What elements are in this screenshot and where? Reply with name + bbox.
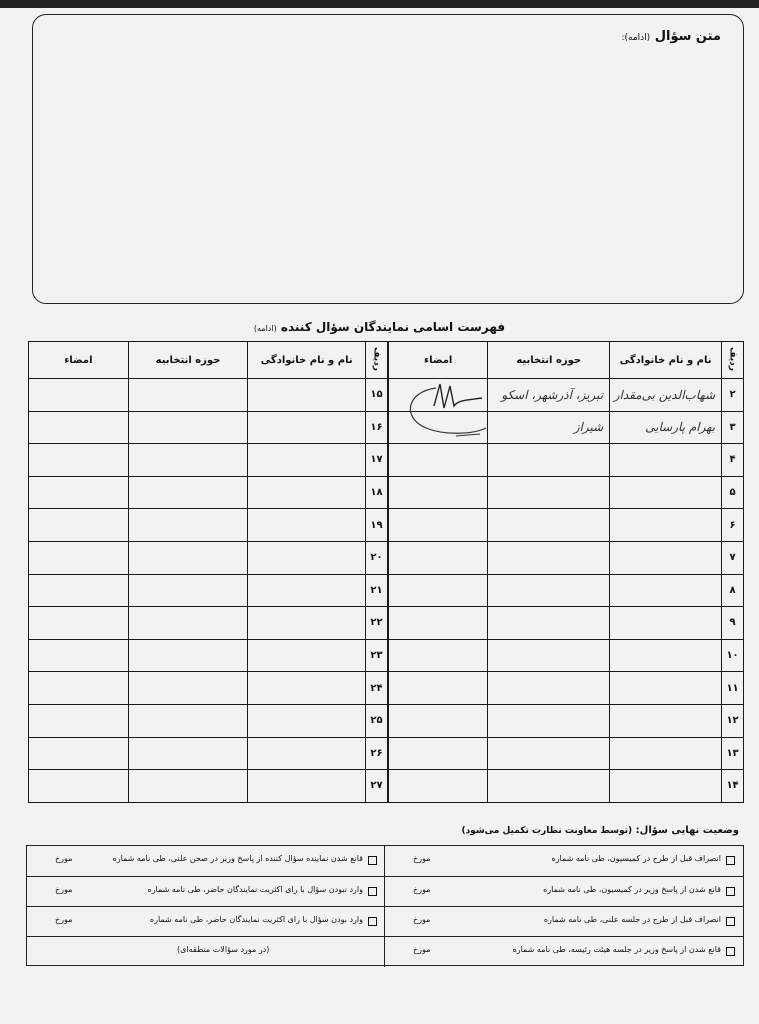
signature-cell[interactable]	[29, 639, 129, 672]
list-title-text: فهرست اسامی نمایندگان سؤال کننده	[280, 320, 506, 334]
row-number: ۱۱	[722, 672, 744, 705]
district-cell[interactable]	[128, 770, 248, 803]
handwritten-name: بهرام پارسایی	[645, 420, 716, 435]
table-row	[29, 639, 388, 672]
handwritten-name	[715, 583, 721, 597]
handwritten-district	[603, 779, 609, 793]
table-row	[389, 476, 744, 509]
district-cell[interactable]	[128, 574, 248, 607]
handwritten-name	[715, 746, 721, 760]
question-box-title	[621, 29, 721, 44]
row-number: ۲۶	[366, 737, 388, 770]
status-option	[27, 907, 385, 937]
row-number: ۱۰	[722, 639, 744, 672]
name-cell[interactable]	[248, 444, 366, 477]
district-cell[interactable]	[488, 411, 610, 444]
table-header-row	[389, 342, 744, 379]
date-label: مورخ	[413, 854, 431, 863]
row-number: ۲	[722, 379, 744, 412]
date-label: مورخ	[413, 885, 431, 894]
name-cell[interactable]	[610, 379, 722, 412]
table-row	[29, 509, 388, 542]
row-number: ۸	[722, 574, 744, 607]
name-cell[interactable]	[610, 672, 722, 705]
status-option	[384, 877, 743, 907]
district-cell[interactable]	[488, 541, 610, 574]
district-cell[interactable]	[128, 509, 248, 542]
district-cell[interactable]	[488, 509, 610, 542]
district-header: حوزه انتخابیه	[128, 342, 248, 379]
district-cell[interactable]	[488, 476, 610, 509]
status-row	[27, 846, 743, 876]
district-header: حوزه انتخابیه	[488, 342, 610, 379]
table-row	[29, 672, 388, 705]
status-option-label: انصراف قبل از طرح در جلسه علنی، طی نامه شماره	[543, 915, 721, 924]
status-checkbox[interactable]	[726, 947, 735, 956]
handwritten-district	[603, 551, 609, 565]
district-cell[interactable]	[488, 639, 610, 672]
signature-cell[interactable]	[29, 509, 129, 542]
district-cell[interactable]	[488, 444, 610, 477]
name-cell[interactable]	[248, 672, 366, 705]
regional-question-note: (در مورد سؤالات منطقه‌ای)	[177, 945, 270, 954]
left-signers-table	[28, 341, 388, 803]
name-cell[interactable]	[248, 411, 366, 444]
row-number: ۱۹	[366, 509, 388, 542]
name-cell[interactable]	[248, 770, 366, 803]
signature-cell[interactable]	[29, 574, 129, 607]
table-row	[29, 541, 388, 574]
status-option-label: قانع شدن از پاسخ وزیر در جلسه هیئت رئیسه، طی نامه شماره	[512, 945, 721, 954]
row-number: ۱۳	[722, 737, 744, 770]
scan-top-edge	[0, 0, 759, 8]
row-number: ۱۵	[366, 379, 388, 412]
signature-cell[interactable]	[389, 476, 488, 509]
status-option	[27, 877, 385, 907]
table-row	[29, 379, 388, 412]
district-cell[interactable]	[128, 737, 248, 770]
status-checkbox[interactable]	[368, 917, 377, 926]
name-cell[interactable]	[610, 444, 722, 477]
district-cell[interactable]	[128, 411, 248, 444]
signature-cell[interactable]	[389, 737, 488, 770]
row-number: ۱۶	[366, 411, 388, 444]
district-cell[interactable]	[488, 379, 610, 412]
row-header-text: ردیف	[727, 346, 738, 371]
signature-header: امضاء	[29, 342, 129, 379]
table-row	[389, 574, 744, 607]
table-row	[389, 770, 744, 803]
handwritten-name	[715, 551, 721, 565]
district-cell[interactable]	[488, 607, 610, 640]
name-cell[interactable]	[610, 737, 722, 770]
signature-cell[interactable]	[29, 737, 129, 770]
row-number: ۱۴	[722, 770, 744, 803]
handwritten-name	[715, 518, 721, 532]
date-label: مورخ	[55, 915, 73, 924]
handwritten-district	[603, 681, 609, 695]
district-cell[interactable]	[128, 607, 248, 640]
handwritten-district: شیراز	[573, 420, 604, 435]
handwritten-signature-icon	[396, 378, 496, 444]
signature-cell[interactable]	[29, 770, 129, 803]
handwritten-district: تبریز، آذرشهر، اسکو	[501, 387, 604, 402]
status-row	[27, 906, 743, 937]
status-option-label: انصراف قبل از طرح در کمیسیون، طی نامه شماره	[551, 854, 721, 863]
handwritten-name	[715, 453, 721, 467]
row-number: ۳	[722, 411, 744, 444]
final-status-box	[26, 845, 744, 966]
table-row	[389, 737, 744, 770]
status-title-note: (توسط معاونت نظارت تکمیل می‌شود)	[461, 826, 633, 836]
handwritten-name	[715, 616, 721, 630]
name-cell[interactable]	[248, 607, 366, 640]
row-number: ۲۴	[366, 672, 388, 705]
district-cell[interactable]	[488, 574, 610, 607]
status-option	[384, 937, 743, 967]
district-cell[interactable]	[128, 541, 248, 574]
date-label: مورخ	[413, 915, 431, 924]
signature-cell[interactable]	[389, 541, 488, 574]
row-number-header	[722, 342, 744, 379]
name-header: نام و نام خانوادگی	[248, 342, 366, 379]
row-number: ۹	[722, 607, 744, 640]
table-row	[29, 574, 388, 607]
table-row	[389, 639, 744, 672]
table-header-row	[29, 342, 388, 379]
name-cell[interactable]	[610, 607, 722, 640]
name-cell[interactable]	[248, 509, 366, 542]
row-number: ۲۷	[366, 770, 388, 803]
table-row	[389, 607, 744, 640]
signature-cell[interactable]	[29, 704, 129, 737]
table-row	[29, 737, 388, 770]
signature-cell[interactable]	[29, 379, 129, 412]
status-checkbox[interactable]	[726, 856, 735, 865]
row-number: ۲۰	[366, 541, 388, 574]
signature-cell[interactable]	[29, 411, 129, 444]
table-row	[29, 444, 388, 477]
signature-cell[interactable]	[389, 704, 488, 737]
district-cell[interactable]	[128, 704, 248, 737]
handwritten-name: شهاب‌الدین بی‌مقدار	[613, 387, 716, 402]
name-cell[interactable]	[248, 737, 366, 770]
table-row	[389, 444, 744, 477]
status-option-label: وارد نبودن سؤال با رای اکثریت نمایندگان حاضر، طی نامه شماره	[147, 885, 363, 894]
status-option	[384, 846, 743, 876]
handwritten-name	[715, 681, 721, 695]
district-cell[interactable]	[128, 672, 248, 705]
row-number: ۵	[722, 476, 744, 509]
table-row	[29, 476, 388, 509]
district-cell[interactable]	[128, 639, 248, 672]
row-number: ۴	[722, 444, 744, 477]
district-cell[interactable]	[128, 444, 248, 477]
row-number: ۲۵	[366, 704, 388, 737]
handwritten-name	[715, 486, 721, 500]
name-cell[interactable]	[610, 704, 722, 737]
handwritten-district	[603, 746, 609, 760]
district-cell[interactable]	[128, 379, 248, 412]
table-row	[29, 770, 388, 803]
signature-cell[interactable]	[29, 541, 129, 574]
final-status-title	[461, 825, 739, 836]
signature-cell[interactable]	[29, 444, 129, 477]
status-row	[27, 936, 743, 967]
table-row	[389, 541, 744, 574]
status-option	[384, 907, 743, 937]
handwritten-district	[603, 616, 609, 630]
name-cell[interactable]	[248, 541, 366, 574]
status-note-area	[27, 937, 385, 967]
table-row	[29, 411, 388, 444]
name-cell[interactable]	[610, 541, 722, 574]
status-option	[27, 846, 385, 876]
name-cell[interactable]	[248, 704, 366, 737]
signature-header: امضاء	[389, 342, 488, 379]
signature-cell[interactable]	[29, 476, 129, 509]
status-title-text: وضعیت نهایی سؤال:	[635, 825, 739, 836]
name-cell[interactable]	[610, 770, 722, 803]
name-cell[interactable]	[610, 509, 722, 542]
name-cell[interactable]	[610, 639, 722, 672]
row-number: ۱۷	[366, 444, 388, 477]
status-option-label: قانع شدن نماینده سؤال کننده از پاسخ وزیر در صحن علنی، طی نامه شماره	[112, 854, 363, 863]
question-title-text: متن سؤال	[654, 29, 721, 44]
handwritten-district	[603, 649, 609, 663]
table-row	[389, 704, 744, 737]
name-cell[interactable]	[610, 574, 722, 607]
date-label: مورخ	[55, 854, 73, 863]
status-checkbox[interactable]	[368, 887, 377, 896]
district-cell[interactable]	[488, 737, 610, 770]
signature-cell[interactable]	[389, 574, 488, 607]
signature-cell[interactable]	[389, 607, 488, 640]
district-cell[interactable]	[488, 770, 610, 803]
row-number: ۱۲	[722, 704, 744, 737]
table-row	[389, 509, 744, 542]
row-number: ۷	[722, 541, 744, 574]
signature-cell[interactable]	[389, 509, 488, 542]
name-cell[interactable]	[248, 476, 366, 509]
table-row	[389, 672, 744, 705]
status-checkbox[interactable]	[726, 887, 735, 896]
name-cell[interactable]	[248, 574, 366, 607]
handwritten-district	[603, 486, 609, 500]
handwritten-district	[603, 518, 609, 532]
handwritten-district	[603, 583, 609, 597]
row-number: ۱۸	[366, 476, 388, 509]
row-number-header	[366, 342, 388, 379]
table-row	[29, 607, 388, 640]
handwritten-district	[603, 453, 609, 467]
status-row	[27, 876, 743, 907]
representatives-list-title	[0, 320, 759, 334]
date-label: مورخ	[413, 945, 431, 954]
status-option-label: قانع شدن از پاسخ وزیر در کمیسیون، طی نامه شماره	[543, 885, 721, 894]
name-header: نام و نام خانوادگی	[610, 342, 722, 379]
row-number: ۲۲	[366, 607, 388, 640]
signature-cell[interactable]	[389, 672, 488, 705]
question-text-box[interactable]	[32, 14, 744, 304]
handwritten-name	[715, 649, 721, 663]
status-option-label: وارد بودن سؤال با رای اکثریت نمایندگان حاضر، طی نامه شماره	[149, 915, 363, 924]
signature-cell[interactable]	[389, 639, 488, 672]
handwritten-district	[603, 714, 609, 728]
date-label: مورخ	[55, 885, 73, 894]
list-title-note: (ادامه)	[253, 324, 277, 333]
name-cell[interactable]	[610, 411, 722, 444]
question-title-note: (ادامه):	[621, 33, 651, 43]
status-checkbox[interactable]	[726, 917, 735, 926]
status-checkbox[interactable]	[368, 856, 377, 865]
district-cell[interactable]	[488, 704, 610, 737]
district-cell[interactable]	[128, 476, 248, 509]
name-cell[interactable]	[248, 379, 366, 412]
name-cell[interactable]	[248, 639, 366, 672]
signature-cell[interactable]	[29, 607, 129, 640]
row-number: ۶	[722, 509, 744, 542]
handwritten-name	[715, 714, 721, 728]
name-cell[interactable]	[610, 476, 722, 509]
signature-cell[interactable]	[389, 444, 488, 477]
signature-cell[interactable]	[29, 672, 129, 705]
row-number: ۲۱	[366, 574, 388, 607]
district-cell[interactable]	[488, 672, 610, 705]
row-header-text: ردیف	[371, 346, 382, 371]
row-number: ۲۳	[366, 639, 388, 672]
signature-cell[interactable]	[389, 770, 488, 803]
table-row	[29, 704, 388, 737]
handwritten-name	[715, 779, 721, 793]
